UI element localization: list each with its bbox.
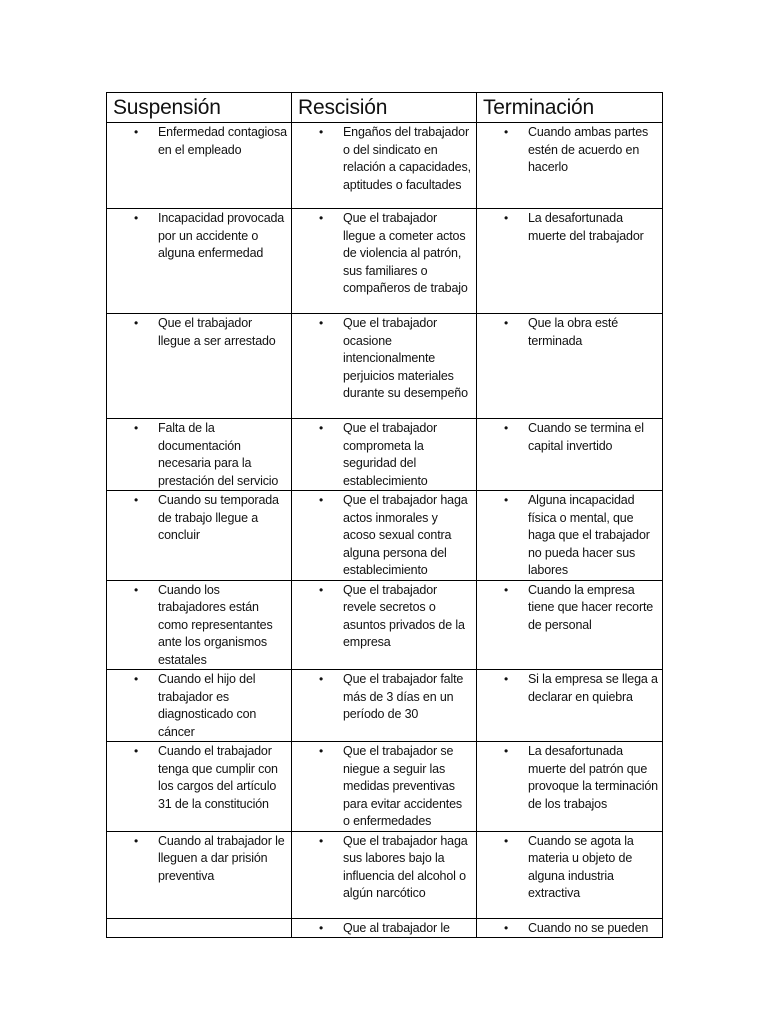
cell-text: Que el trabajador haga actos inmorales y acoso sexual contra alguna persona del establecimiento [343,493,468,577]
cell-text: Que el trabajador se niegue a seguir las medidas preventivas para evitar accidentes o enfermedades [343,744,462,828]
table-cell [292,831,477,918]
table-cell [477,123,663,209]
cell-text: Engaños del trabajador o del sindicato en relación a capacidades, aptitudes o facultades [343,125,471,192]
bullet-icon: • [504,125,509,139]
table-cell [292,918,477,938]
table-cell [477,580,663,670]
cell-text: Cuando el hijo del trabajador es diagnosticado con cáncer [158,672,257,739]
table-cell [292,580,477,670]
table-row [107,831,663,918]
cell-text: Que el trabajador comprometa la seguridad del establecimiento [343,421,438,488]
cell-text: Alguna incapacidad física o mental, que haga que el trabajador no pueda hacer sus labores [528,493,650,577]
bullet-icon: • [134,125,139,139]
bullet-icon: • [134,744,139,758]
table-row [107,491,663,581]
bullet-icon: • [134,421,139,435]
bullet-icon: • [319,316,324,330]
cell-text: Falta de la documentación necesaria para la prestación del servicio [158,421,279,488]
cell-text: Que el trabajador haga sus labores bajo la influencia del alcohol o algún narcótico [343,833,468,900]
cell-text: La desafortunada muerte del patrón que provoque la terminación de los trabajos [528,744,658,811]
cell-text: Cuando su temporada de trabajo llegue a concluir [158,493,279,542]
table-cell [107,491,292,581]
table-cell [107,918,292,938]
cell-text: Que el trabajador ocasione intencionalmente perjuicios materiales durante su desempeño [343,316,468,400]
cell-text: Que el trabajador falte más de 3 días en un período de 30 [343,672,464,721]
table-cell [107,123,292,209]
cell-text: Si la empresa se llega a declarar en quiebra [528,672,658,704]
bullet-icon: • [134,316,139,330]
header-row [107,93,663,123]
cell-text: Incapacidad provocada por un accidente o alguna enfermedad [158,211,285,260]
table-cell [107,831,292,918]
bullet-icon: • [504,920,509,935]
bullet-icon: • [134,493,139,507]
table-row [107,314,663,419]
table-cell [477,209,663,314]
bullet-icon: • [319,125,324,139]
bullet-icon: • [319,211,324,225]
cell-text: Cuando se termina el capital invertido [528,421,644,453]
table-cell [292,742,477,832]
bullet-icon: • [134,833,139,848]
cell-text: Que el trabajador llegue a ser arrestado [158,316,276,348]
bullet-icon: • [504,582,509,597]
bullet-icon: • [319,744,324,758]
cell-text: Que al trabajador le [343,920,450,935]
bullet-icon: • [504,316,509,330]
table-cell [292,123,477,209]
header-rescision: Rescisión [292,93,477,123]
cell-text: Que el trabajador llegue a cometer actos de violencia al patrón, sus familiares o compañeros de trabajo [343,211,468,295]
cell-text: Que la obra esté terminada [528,316,619,348]
cell-text: Cuando se agota la materia u objeto de alguna industria extractiva [528,833,634,900]
table-cell [477,314,663,419]
table-cell [477,491,663,581]
bullet-icon: • [504,833,509,848]
table-cell [292,314,477,419]
table-row [107,670,663,742]
table-cell [292,670,477,742]
bullet-icon: • [504,421,509,435]
bullet-icon: • [319,833,324,848]
table-row [107,580,663,670]
table-row [107,918,663,938]
cell-text: Cuando los trabajadores están como representantes ante los organismos estatales [158,582,273,667]
comparison-table [106,92,663,938]
table-row [107,742,663,832]
bullet-icon: • [504,211,509,225]
table-cell [107,742,292,832]
table-cell [292,491,477,581]
bullet-icon: • [134,672,139,686]
cell-text: Cuando ambas partes estén de acuerdo en hacerlo [528,125,649,174]
bullet-icon: • [319,421,324,435]
table-cell [477,831,663,918]
cell-text: Cuando la empresa tiene que hacer recorte de personal [528,582,654,632]
table-cell [477,419,663,491]
table-row [107,419,663,491]
bullet-icon: • [504,672,509,686]
table-cell [477,670,663,742]
bullet-icon: • [319,493,324,507]
cell-text: La desafortunada muerte del trabajador [528,211,644,243]
table-row [107,123,663,209]
table-cell [477,742,663,832]
table-cell [477,918,663,938]
header-terminacion: Terminación [477,93,663,123]
cell-text: Cuando no se pueden [528,920,649,935]
bullet-icon: • [134,211,139,225]
table-cell [107,580,292,670]
table-cell [107,314,292,419]
bullet-icon: • [134,582,139,597]
table-row [107,209,663,314]
cell-text: Que el trabajador revele secretos o asuntos privados de la empresa [343,582,465,649]
cell-text: Cuando el trabajador tenga que cumplir con los cargos del artículo 31 de la constitución [158,744,278,811]
bullet-icon: • [319,672,324,686]
table-cell [292,209,477,314]
table-cell [107,209,292,314]
table-cell [292,419,477,491]
table-cell [107,419,292,491]
header-suspension: Suspensión [107,93,292,123]
bullet-icon: • [319,920,324,935]
bullet-icon: • [319,582,324,597]
cell-text: Cuando al trabajador le lleguen a dar prisión preventiva [158,833,285,883]
table-cell [107,670,292,742]
cell-text: Enfermedad contagiosa en el empleado [158,125,287,157]
bullet-icon: • [504,493,509,507]
bullet-icon: • [504,744,509,758]
